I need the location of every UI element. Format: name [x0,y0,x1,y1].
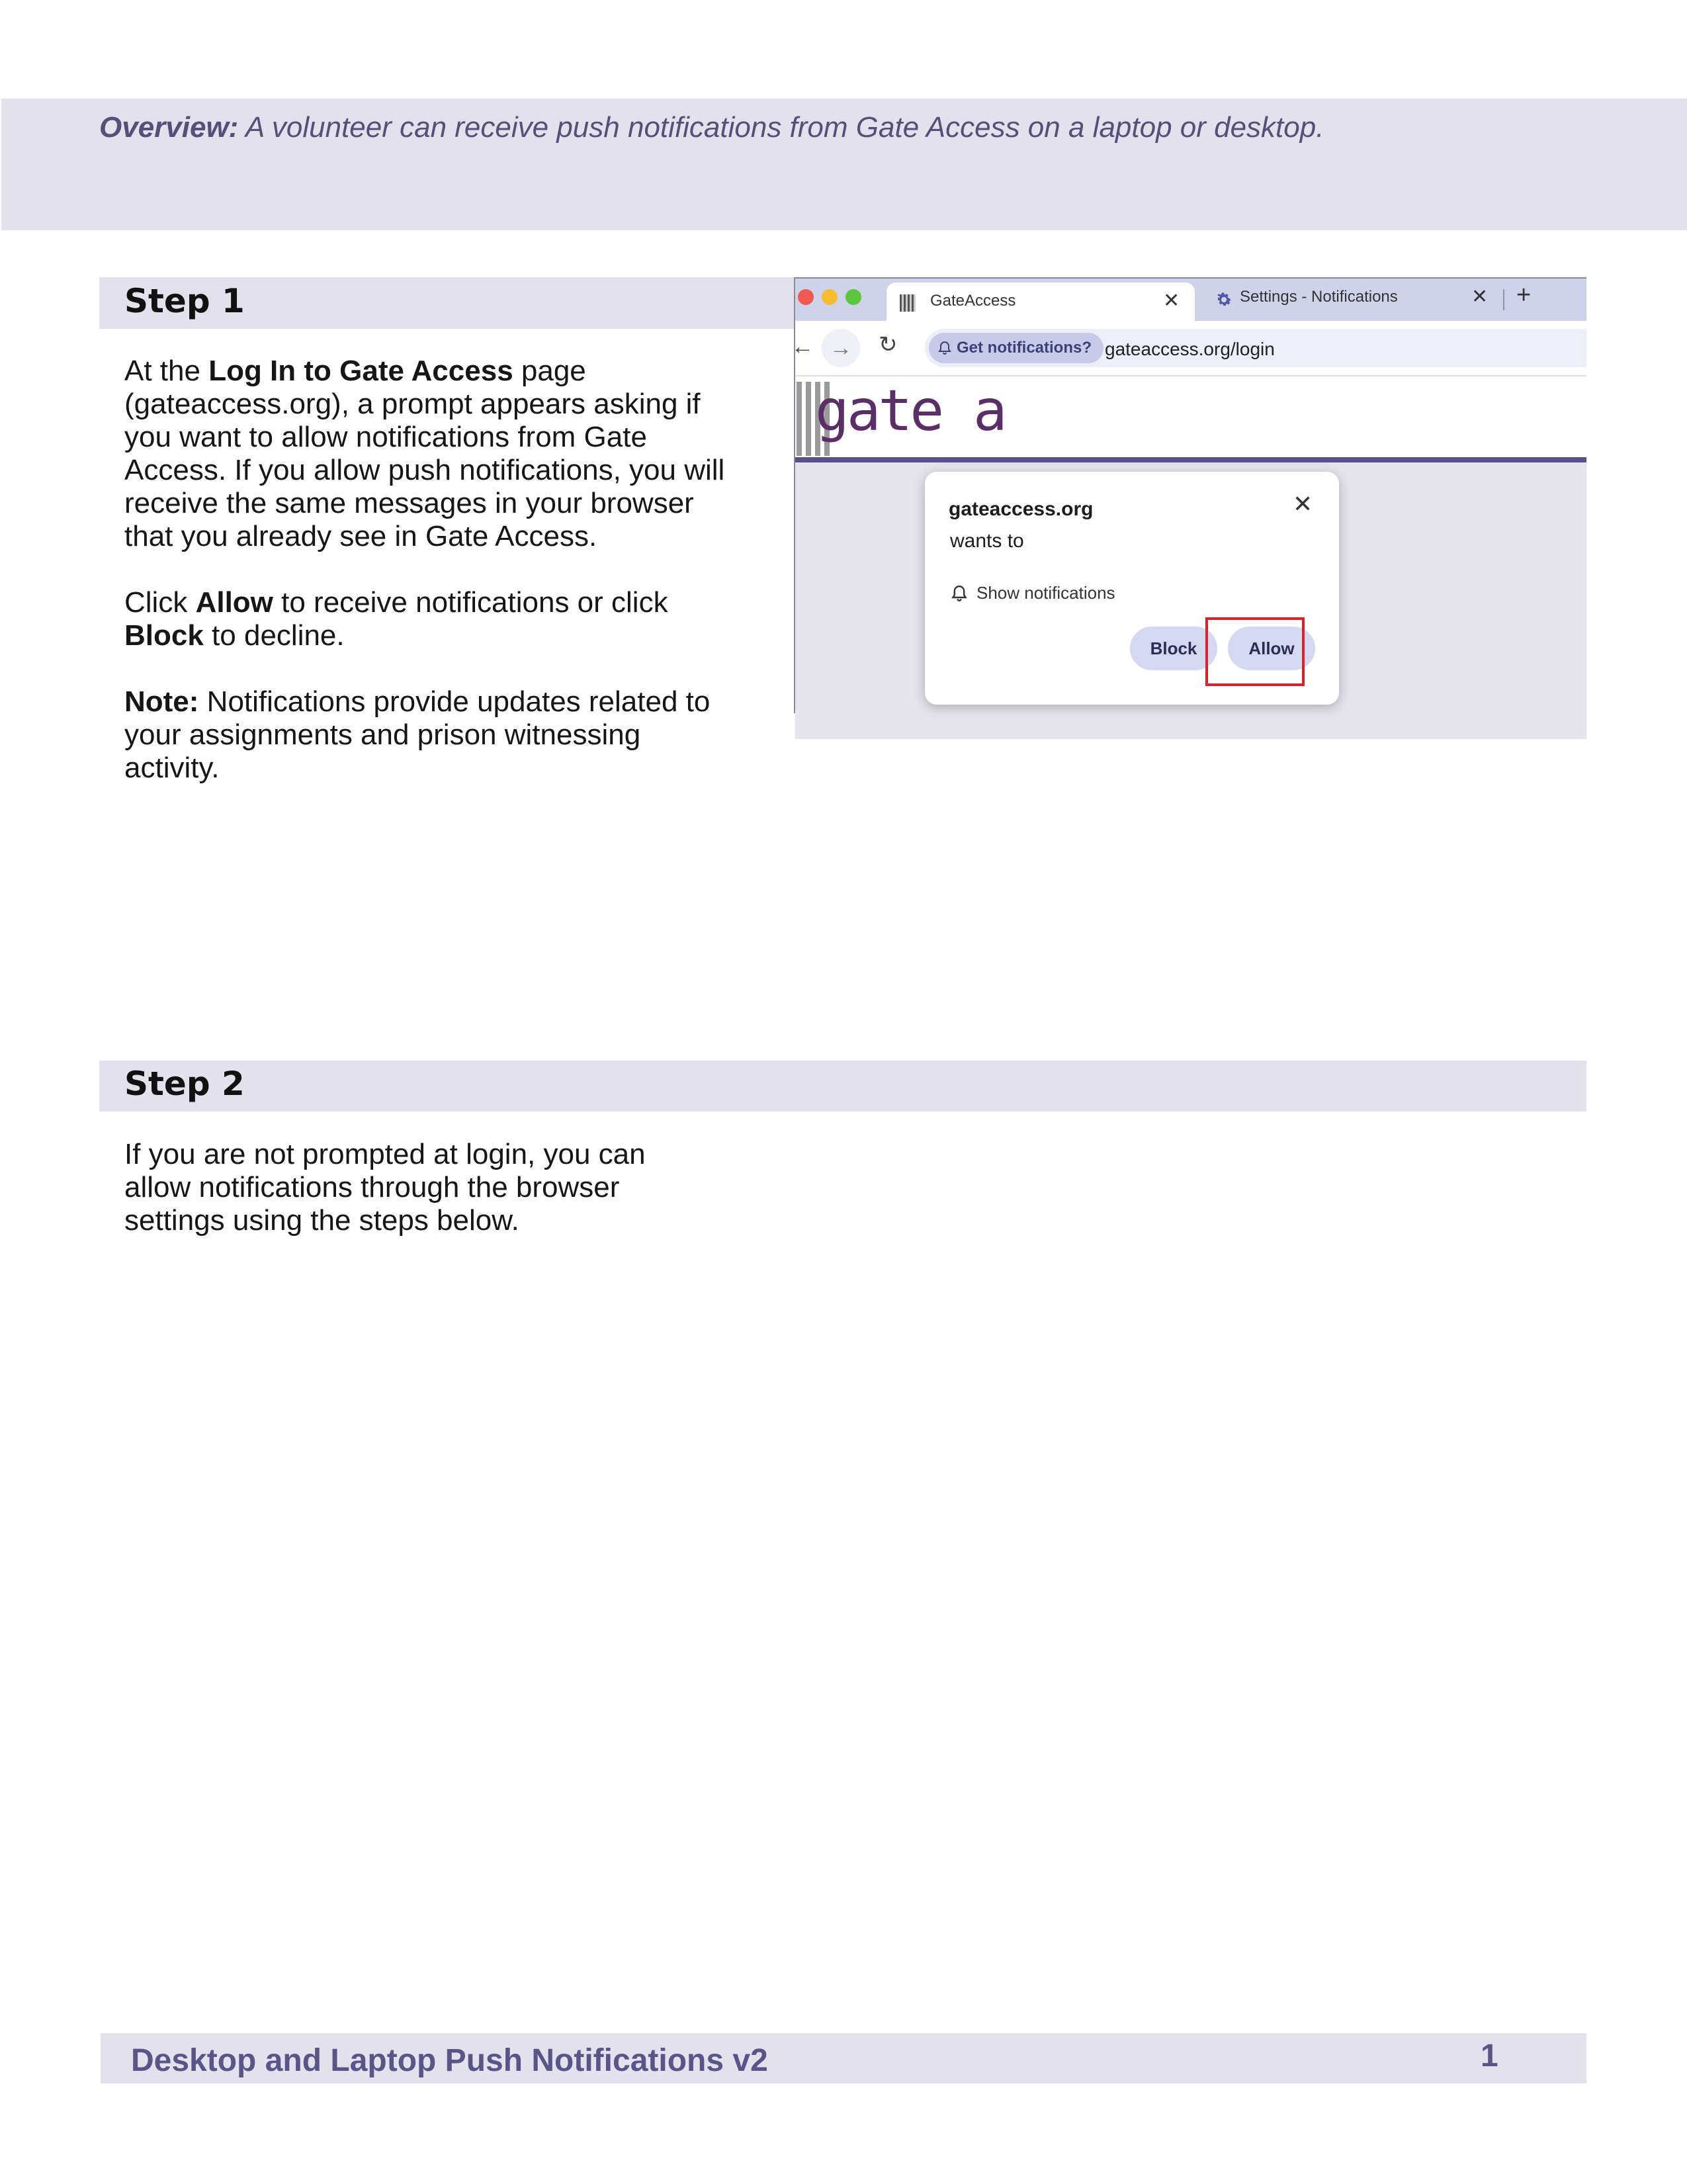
step2-body [124,1138,720,1237]
text-run: Click [124,586,196,619]
overview-body: A volunteer can receive push notifications from Gate Access on a laptop or desktop. [238,111,1324,144]
gear-icon [1215,290,1233,309]
popup-site-name: gateaccess.org [949,498,1094,520]
close-window-dot[interactable] [798,289,814,305]
permission-row [951,583,1115,603]
allow-button[interactable]: Allow [1228,627,1315,670]
step1-paragraph-intro [124,355,733,553]
close-tab-icon[interactable]: ✕ [1471,286,1489,308]
chip-label: Get notifications? [957,339,1092,357]
step2-header-bar [99,1061,1586,1112]
permission-label: Show notifications [976,583,1115,603]
forward-arrow-icon: → [830,335,852,361]
text-run: At the [124,355,209,387]
notification-request-chip[interactable] [929,333,1103,363]
browser-toolbar [791,321,1586,376]
page-number: 1 [1481,2038,1498,2074]
text-run: to receive notifications or click [273,586,668,619]
close-tab-icon[interactable]: ✕ [1163,290,1180,312]
bell-icon [951,584,967,603]
step2-title: Step 2 [124,1065,245,1103]
maximize-window-dot[interactable] [845,289,861,305]
step2-paragraph: If you are not prompted at login, you can allow notifications through the browser settings using the steps below. [124,1138,646,1237]
gateaccess-favicon-icon [900,294,916,312]
tab-label: Settings - Notifications [1240,288,1398,306]
browser-screenshot [791,277,1586,713]
tab-settings-notifications[interactable] [1204,283,1515,318]
new-tab-button[interactable]: + [1516,281,1532,309]
popup-wants-to: wants to [950,530,1024,552]
address-bar[interactable] [925,329,1586,367]
close-icon[interactable]: ✕ [1293,490,1313,517]
block-button[interactable]: Block [1130,627,1217,670]
step1-title: Step 1 [124,282,245,320]
login-page-name: Log In to Gate Access [208,355,513,387]
url-text[interactable]: gateaccess.org/login [1105,339,1275,359]
step1-note [124,685,733,785]
bell-icon [938,341,951,355]
gate-access-logo-text: gate a [815,378,1005,444]
tab-gateaccess[interactable] [887,283,1195,322]
note-label: Note: [124,685,199,718]
tab-strip [795,279,1586,321]
back-arrow-icon[interactable]: ← [791,334,814,359]
footer-title: Desktop and Laptop Push Notifications v2 [131,2043,768,2078]
page-content [795,376,1586,739]
text-run: page (gateaccess.org), a prompt appears asking if you want to allow notifications from Gate Access. If you allow push notifications, you will receive the same messages in your browser that you already see in Gate Access. [124,355,725,552]
text-run: to decline. [203,619,345,652]
step1-body [124,355,733,785]
block-term: Block [124,619,204,652]
allow-term: Allow [195,586,273,619]
allow-highlight-box [1205,617,1305,686]
reload-icon[interactable]: ↻ [879,332,898,357]
overview-text [99,111,1621,144]
notification-permission-popup [925,472,1339,705]
overview-label: Overview: [99,111,239,144]
forward-button[interactable] [822,329,860,367]
site-header [795,376,1586,462]
note-text: Notifications provide updates related to your assignments and prison witnessing activity. [124,685,711,784]
tab-divider [1503,289,1504,310]
step1-paragraph-action [124,586,733,652]
tab-label: GateAccess [930,292,1016,310]
minimize-window-dot[interactable] [822,289,838,305]
